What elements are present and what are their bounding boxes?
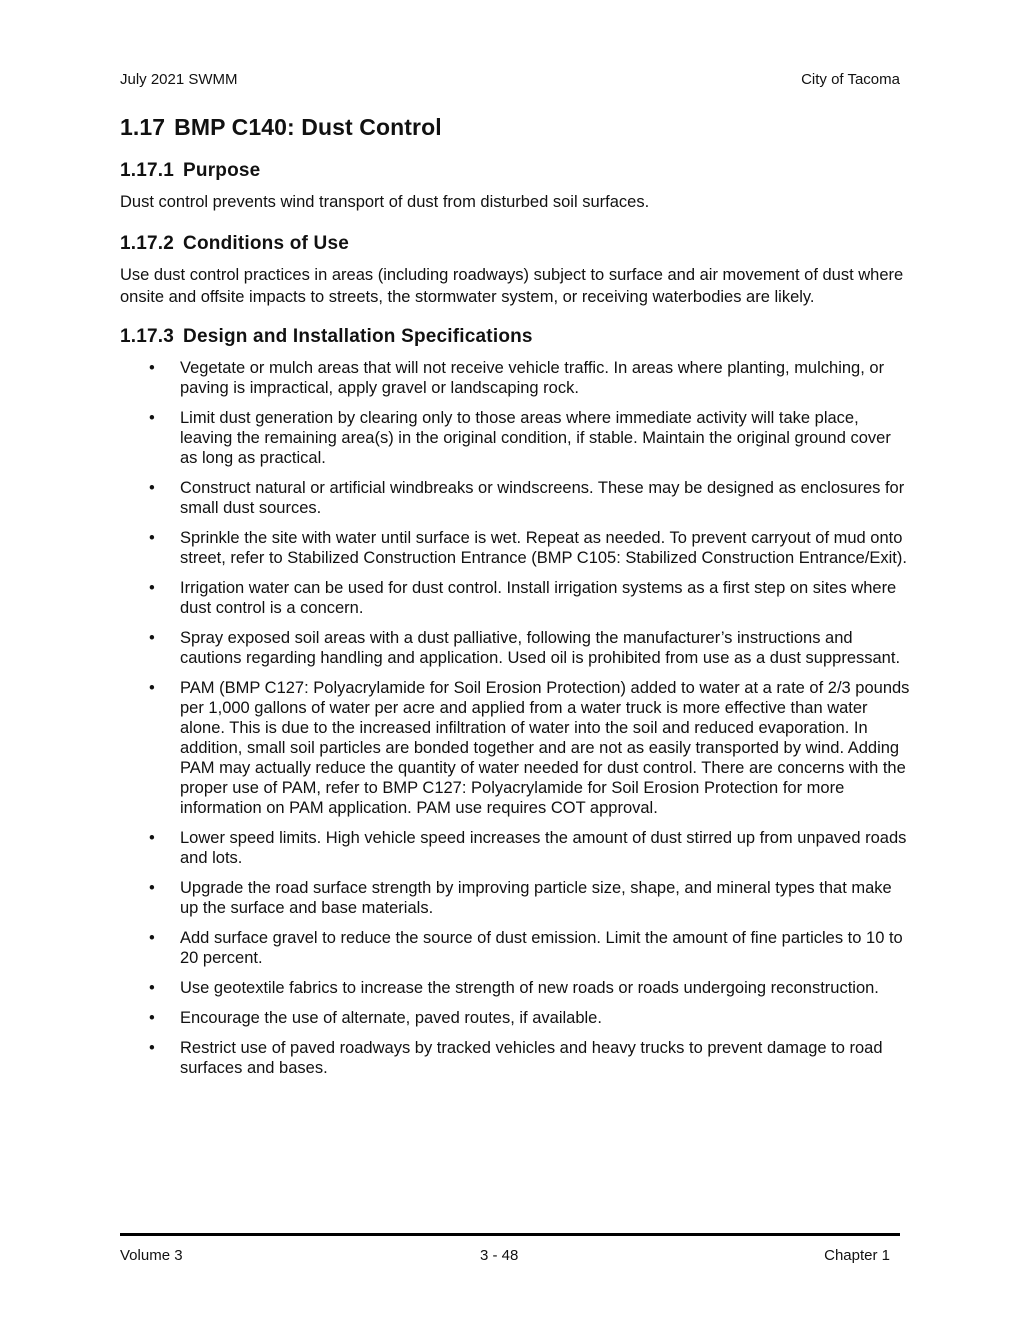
- conditions-number: 1.17.2: [120, 233, 175, 254]
- purpose-number: 1.17.1: [120, 160, 175, 181]
- footer-volume: Volume 3: [120, 1247, 183, 1264]
- header-document-date: July 2021 SWMM: [120, 71, 238, 88]
- list-item: [120, 628, 910, 668]
- design-number: 1.17.3: [120, 326, 175, 347]
- list-item: [120, 1038, 910, 1078]
- list-item-text: Sprinkle the site with water until surface is wet. Repeat as needed. To prevent carryout of mud onto street, refer to Stabilized Construction Entrance (BMP C105: Stabilized Construction Entrance/Exit).: [180, 529, 907, 567]
- list-item: [120, 408, 910, 468]
- bullet-icon: •: [149, 359, 155, 377]
- list-item-text: Restrict use of paved roadways by tracked vehicles and heavy trucks to prevent damage to road surfaces and bases.: [180, 1039, 883, 1077]
- list-item-text: PAM (BMP C127: Polyacrylamide for Soil Erosion Protection) added to water at a rate of 2/3 pounds per 1,000 gallons of water per acre and applied from a water truck is more effective than water alone. This is due to the increased infiltration of water into the soil and reduced evaporation. In addition, small soil particles are bonded together and are not as easily transported by wind. Adding PAM may actually reduce the quantity of water needed for dust control. There are concerns with the proper use of PAM, refer to BMP C127: Polyacrylamide for Soil Erosion Protection for more information on PAM application. PAM use requires COT approval.: [180, 679, 910, 817]
- purpose-text: Dust control prevents wind transport of dust from disturbed soil surfaces.: [120, 193, 650, 211]
- conditions-heading: [120, 232, 910, 256]
- list-item-text: Vegetate or mulch areas that will not receive vehicle traffic. In areas where planting, mulching, or paving is impractical, apply gravel or landscaping rock.: [180, 359, 885, 397]
- page-content: [120, 112, 910, 1088]
- conditions-title: Conditions of Use: [183, 233, 349, 254]
- bullet-icon: •: [149, 679, 155, 697]
- list-item-text: Lower speed limits. High vehicle speed increases the amount of dust stirred up from unpaved roads and lots.: [180, 829, 907, 867]
- list-item: [120, 878, 910, 918]
- list-item-text: Spray exposed soil areas with a dust palliative, following the manufacturer’s instructions and cautions regarding handling and application. Used oil is prohibited from use as a dust suppressant.: [180, 629, 901, 667]
- list-item: [120, 1008, 910, 1028]
- section-title-text: BMP C140: Dust Control: [174, 114, 442, 140]
- bullet-icon: •: [149, 1009, 155, 1027]
- list-item-text: Limit dust generation by clearing only to those areas where immediate activity will take place, leaving the remaining area(s) in the original condition, if stable. Maintain the original ground cover as long as practical.: [180, 409, 891, 467]
- bullet-icon: •: [149, 529, 155, 547]
- list-item-text: Irrigation water can be used for dust control. Install irrigation systems as a first step on sites where dust control is a concern.: [180, 579, 897, 617]
- section-title: [120, 112, 910, 142]
- section-number: 1.17: [120, 114, 166, 140]
- footer-divider: [120, 1233, 900, 1236]
- bullet-icon: •: [149, 929, 155, 947]
- footer-page-number: 3 - 48: [480, 1247, 519, 1264]
- list-item: [120, 978, 910, 998]
- design-specifications-list: [120, 358, 910, 1078]
- list-item: [120, 828, 910, 868]
- list-item: [120, 678, 910, 818]
- list-item-text: Encourage the use of alternate, paved routes, if available.: [180, 1009, 602, 1027]
- list-item: [120, 928, 910, 968]
- list-item-text: Upgrade the road surface strength by improving particle size, shape, and mineral types that make up the surface and base materials.: [180, 879, 892, 917]
- purpose-heading: [120, 159, 910, 183]
- design-title: Design and Installation Specifications: [183, 326, 533, 347]
- header-organization: City of Tacoma: [801, 71, 900, 88]
- design-heading: [120, 325, 910, 349]
- list-item: [120, 478, 910, 518]
- page-footer: [120, 1246, 890, 1266]
- bullet-icon: •: [149, 579, 155, 597]
- list-item: [120, 578, 910, 618]
- bullet-icon: •: [149, 1039, 155, 1057]
- list-item-text: Add surface gravel to reduce the source of dust emission. Limit the amount of fine particles to 10 to 20 percent.: [180, 929, 903, 967]
- list-item-text: Construct natural or artificial windbreaks or windscreens. These may be designed as enclosures for small dust sources.: [180, 479, 905, 517]
- list-item: [120, 528, 910, 568]
- bullet-icon: •: [149, 479, 155, 497]
- bullet-icon: •: [149, 829, 155, 847]
- bullet-icon: •: [149, 979, 155, 997]
- conditions-text: Use dust control practices in areas (including roadways) subject to surface and air movement of dust where onsite and offsite impacts to streets, the stormwater system, or receiving waterbodies are likely.: [120, 266, 904, 306]
- bullet-icon: •: [149, 629, 155, 647]
- footer-chapter: Chapter 1: [824, 1247, 890, 1264]
- purpose-title: Purpose: [183, 160, 261, 181]
- page-header: [120, 70, 900, 90]
- bullet-icon: •: [149, 879, 155, 897]
- bullet-icon: •: [149, 409, 155, 427]
- list-item-text: Use geotextile fabrics to increase the strength of new roads or roads undergoing reconstruction.: [180, 979, 879, 997]
- list-item: [120, 358, 910, 398]
